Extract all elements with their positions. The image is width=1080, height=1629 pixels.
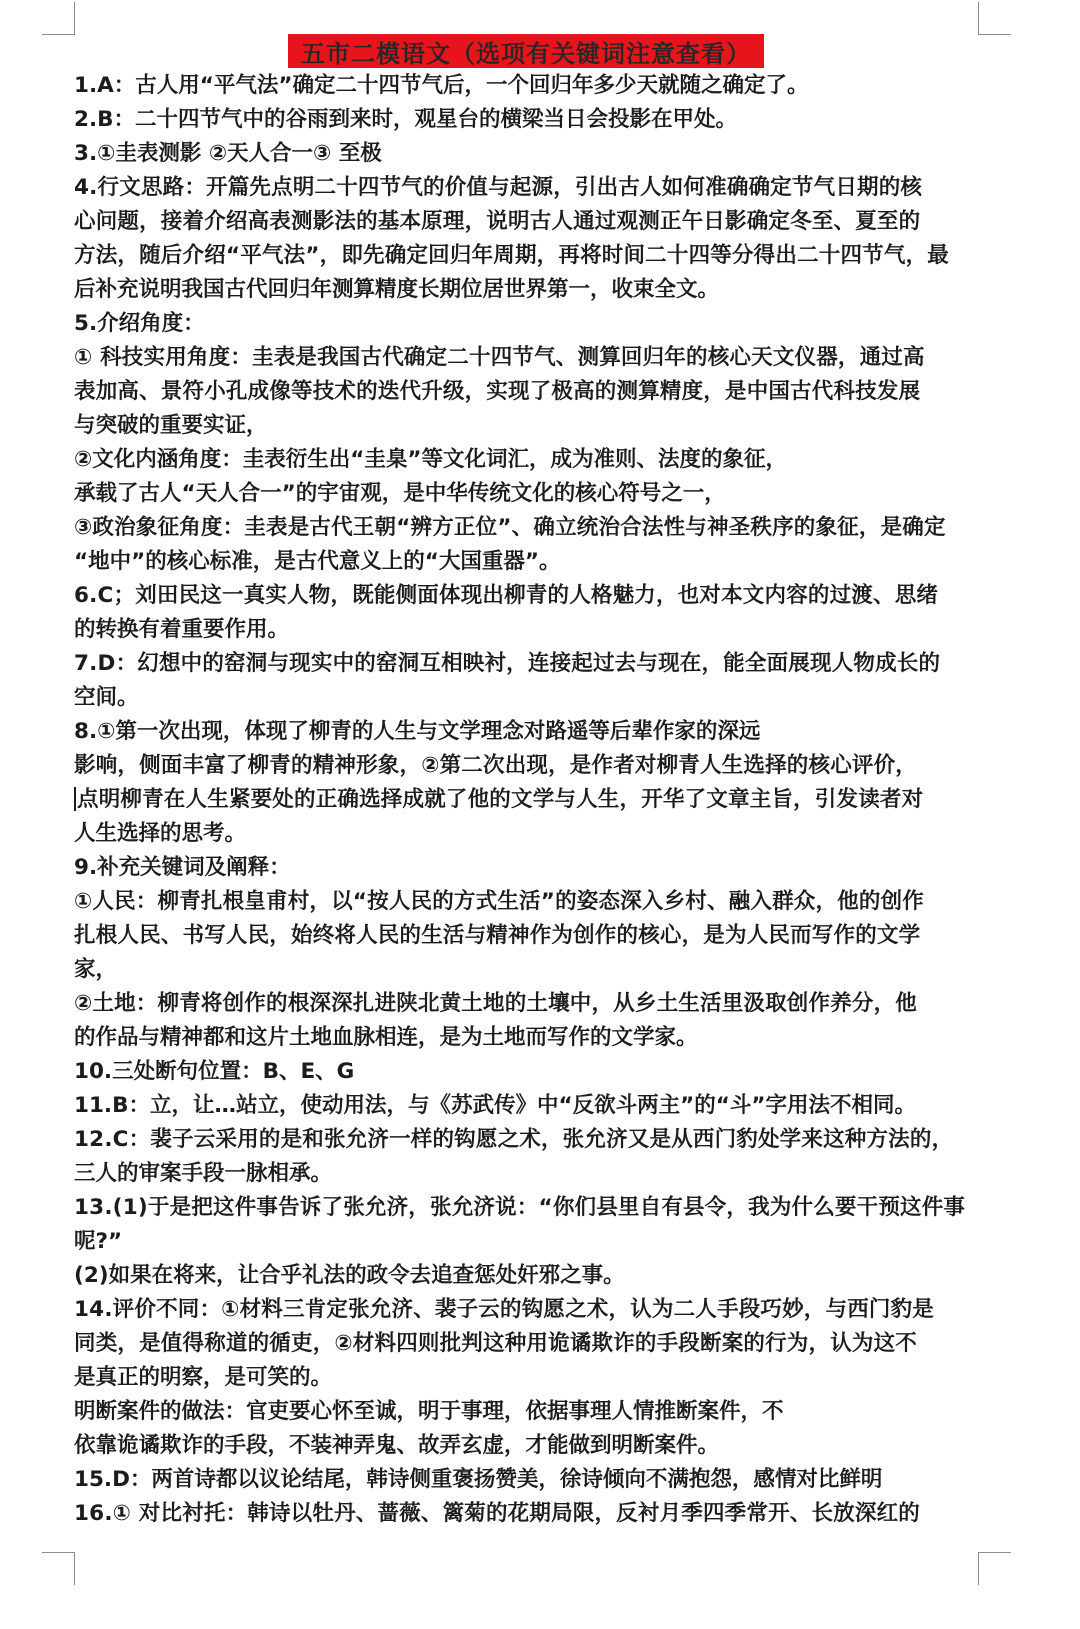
text-cursor <box>74 787 76 811</box>
text-line: 家， <box>74 957 118 982</box>
text-line: 8.①第一次出现，体现了柳青的人生与文学理念对路遥等后辈作家的深远 <box>74 719 761 744</box>
text-line: (2)如果在将来，让合乎礼法的政令去追查惩处奸邪之事。 <box>74 1263 625 1288</box>
text-line: 明断案件的做法：官吏要心怀至诚，明于事理，依据事理人情推断案件，不 <box>74 1399 784 1424</box>
document-title: 五市二模语文（选项有关键词注意查看） <box>301 39 751 68</box>
text-line: 承载了古人“天人合一”的宇宙观，是中华传统文化的核心符号之一， <box>74 481 726 506</box>
title-banner <box>288 34 764 68</box>
text-line: 13.(1)于是把这件事告诉了张允济，张允济说：“你们县里自有县令，我为什么要干预这件事 <box>74 1195 966 1220</box>
text-line <box>74 783 988 817</box>
text-line: 人生选择的思考。 <box>74 821 247 846</box>
text-line: 的作品与精神都和这片土地血脉相连，是为土地而写作的文学家。 <box>74 1025 698 1050</box>
text-line: 的转换有着重要作用。 <box>74 617 290 642</box>
text-line: 11.B：立，让…站立，使动用法，与《苏武传》中“反欲斗两主”的“斗”字用法不相同。 <box>74 1093 916 1118</box>
text-line: 依靠诡谲欺诈的手段，不装神弄鬼、故弄玄虚，才能做到明断案件。 <box>74 1433 720 1458</box>
text-line: ②文化内涵角度：圭表衍生出“圭臬”等文化词汇，成为准则、法度的象征， <box>74 447 787 472</box>
text-line: 12.C：裴子云采用的是和张允济一样的钩愿之术，张允济又是从西门豹处学来这种方法的， <box>74 1127 954 1152</box>
text-line: 16.① 对比衬托：韩诗以牡丹、蔷薇、篱菊的花期局限，反衬月季四季常开、长放深红的 <box>74 1501 920 1526</box>
text-line: 4.行文思路：开篇先点明二十四节气的价值与起源，引出古人如何准确确定节气日期的核 <box>74 175 923 200</box>
text-line: 3.①圭表测影 ②天人合一③ 至极 <box>74 141 382 166</box>
crop-mark-bottom-left <box>42 1552 75 1585</box>
text-line: 7.D：幻想中的窑洞与现实中的窑洞互相映衬，连接起过去与现在，能全面展现人物成长的 <box>74 651 941 676</box>
text-line: 10.三处断句位置：B、E、G <box>74 1059 355 1084</box>
text-line-content: 点明柳青在人生紧要处的正确选择成就了他的文学与人生，开华了文章主旨，引发读者对 <box>77 787 924 812</box>
text-line: 同类，是值得称道的循吏，②材料四则批判这种用诡谲欺诈的手段断案的行为，认为这不 <box>74 1331 918 1356</box>
text-line: 9.补充关键词及阐释： <box>74 855 291 880</box>
text-line: 三人的审案手段一脉相承。 <box>74 1161 333 1186</box>
text-line: ① 科技实用角度：圭表是我国古代确定二十四节气、测算回归年的核心天文仪器，通过高 <box>74 345 925 370</box>
text-line: “地中”的核心标准，是古代意义上的“大国重器”。 <box>74 549 561 574</box>
text-line: 14.评价不同：①材料三肯定张允济、裴子云的钩愿之术，认为二人手段巧妙，与西门豹是 <box>74 1297 934 1322</box>
text-line: 5.介绍角度： <box>74 311 205 336</box>
text-line: 方法，随后介绍“平气法”，即先确定回归年周期，再将时间二十四等分得出二十四节气，最 <box>74 243 949 268</box>
text-line: ③政治象征角度：圭表是古代王朝“辨方正位”、确立统治合法性与神圣秩序的象征，是确定 <box>74 515 946 540</box>
answer-text <box>74 69 988 1531</box>
crop-mark-bottom-right <box>978 1552 1011 1585</box>
text-line: ①人民：柳青扎根皇甫村，以“按人民的方式生活”的姿态深入乡村、融入群众，他的创作 <box>74 889 924 914</box>
text-line: 与突破的重要实证， <box>74 413 268 438</box>
text-line: 心问题，接着介绍高表测影法的基本原理，说明古人通过观测正午日影确定冬至、夏至的 <box>74 209 921 234</box>
text-line: 2.B：二十四节气中的谷雨到来时，观星台的横梁当日会投影在甲处。 <box>74 107 738 132</box>
text-line: 影响，侧面丰富了柳青的精神形象，②第二次出现，是作者对柳青人生选择的核心评价， <box>74 753 918 778</box>
text-line: 扎根人民、书写人民，始终将人民的生活与精神作为创作的核心，是为人民而写作的文学 <box>74 923 921 948</box>
crop-mark-top-left <box>42 2 75 35</box>
text-line: ②土地：柳青将创作的根深深扎进陕北黄土地的土壤中，从乡土生活里汲取创作养分，他 <box>74 991 918 1016</box>
text-line: 空间。 <box>74 685 139 710</box>
text-line: 6.C；刘田民这一真实人物，既能侧面体现出柳青的人格魅力，也对本文内容的过渡、思绪 <box>74 583 939 608</box>
text-line: 是真正的明察，是可笑的。 <box>74 1365 333 1390</box>
text-line: 呢?” <box>74 1229 123 1254</box>
crop-mark-top-right <box>978 2 1011 35</box>
text-line: 后补充说明我国古代回归年测算精度长期位居世界第一，收束全文。 <box>74 277 720 302</box>
text-line: 1.A：古人用“平气法”确定二十四节气后，一个回归年多少天就随之确定了。 <box>74 73 809 98</box>
text-line: 表加高、景符小孔成像等技术的迭代升级，实现了极高的测算精度，是中国古代科技发展 <box>74 379 921 404</box>
text-line: 15.D：两首诗都以议论结尾，韩诗侧重褒扬赞美，徐诗倾向不满抱怨，感情对比鲜明 <box>74 1467 883 1492</box>
